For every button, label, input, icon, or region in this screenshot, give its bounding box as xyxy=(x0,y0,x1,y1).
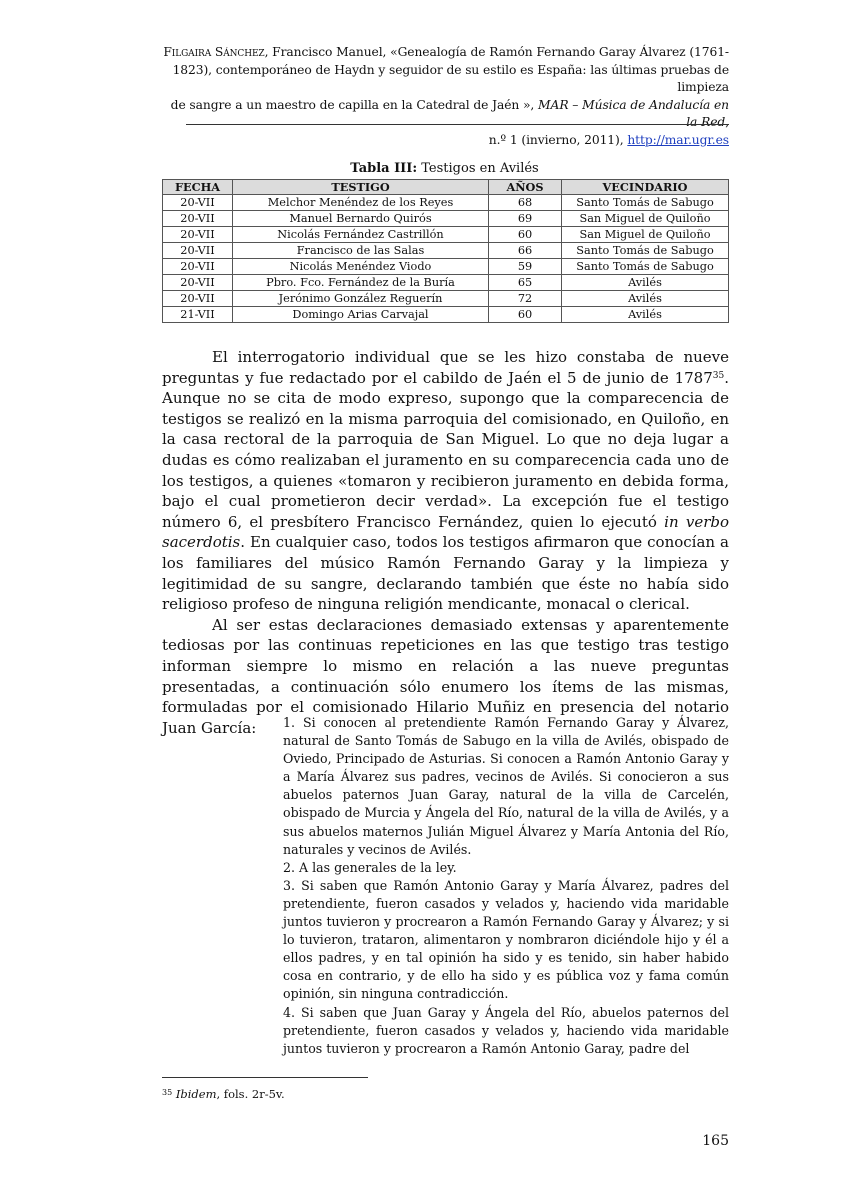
footnote-text: , fols. 2r-5v. xyxy=(216,1087,285,1101)
author-name: Filgaira Sánchez xyxy=(163,45,265,59)
list-item: 1. Si conocen al pretendiente Ramón Fernando Garay y Álvarez, natural de Santo Tomás de Sabugo en la villa de Avilés, obispado de Oviedo, Principado de Asturias. Si conocen a Ramón Antonio Garay y a María Álvarez sus padres, vecinos de Avilés. Si conocieron a sus abuelos paternos Juan Garay, natural de la villa de Carcelén, obispado de Murcia y Ángela del Río, natural de la villa de Avilés, y a sus abuelos maternos Julián Miguel Álvarez y María Antonia del Río, naturales y vecinos de Avilés. xyxy=(283,715,729,857)
table-row xyxy=(163,243,729,259)
cell-vecindario: Santo Tomás de Sabugo xyxy=(562,243,729,259)
footnote-italic: Ibidem xyxy=(175,1087,217,1101)
cell-testigo: Nicolás Menéndez Viodo xyxy=(233,259,489,275)
cell-fecha: 20-VII xyxy=(163,275,233,291)
cell-fecha: 21-VII xyxy=(163,307,233,323)
cell-testigo: Melchor Menéndez de los Reyes xyxy=(233,195,489,211)
cell-anos: 60 xyxy=(489,307,562,323)
cell-anos: 65 xyxy=(489,275,562,291)
cell-vecindario: San Miguel de Quiloño xyxy=(562,227,729,243)
paragraph-text: El interrogatorio individual que se les hizo constaba de nueve preguntas y fue redactado por el cabildo de Jaén el 5 de junio de 1787 xyxy=(162,348,729,387)
table-row xyxy=(163,195,729,211)
citation-text: , xyxy=(725,115,729,129)
table-caption-text: Testigos en Avilés xyxy=(417,161,539,176)
cell-vecindario: Avilés xyxy=(562,275,729,291)
paragraph xyxy=(162,347,729,615)
table-row xyxy=(163,307,729,323)
cell-fecha: 20-VII xyxy=(163,227,233,243)
page-number: 165 xyxy=(702,1133,729,1149)
journal-link[interactable]: http://mar.ugr.es xyxy=(627,132,729,147)
paragraph: Al ser estas declaraciones demasiado extensas y aparentemente tediosas por las continuas repeticiones en las que testigo tras testigo informan siempre lo mismo en relación a las nueve preguntas presentadas, a continuación sólo enumero los ítems de las mismas, formuladas por el comisionado Hilario Muñiz en presencia del notario Juan García: xyxy=(162,615,729,737)
citation-header xyxy=(160,44,729,149)
cell-vecindario: Avilés xyxy=(562,307,729,323)
col-header-fecha: FECHA xyxy=(163,180,233,195)
cell-anos: 68 xyxy=(489,195,562,211)
witness-table xyxy=(162,179,729,323)
cell-testigo: Pbro. Fco. Fernández de la Buría xyxy=(233,275,489,291)
table-row xyxy=(163,227,729,243)
footnote xyxy=(162,1085,285,1102)
list-item: 4. Si saben que Juan Garay y Ángela del Río, abuelos paternos del pretendiente, fueron casados y velados y, haciendo vida maridable juntos tuvieron y procrearon a Ramón Antonio Garay, padre del xyxy=(283,1004,729,1056)
cell-fecha: 20-VII xyxy=(163,291,233,307)
cell-anos: 69 xyxy=(489,211,562,227)
cell-anos: 60 xyxy=(489,227,562,243)
cell-testigo: Francisco de las Salas xyxy=(233,243,489,259)
cell-fecha: 20-VII xyxy=(163,195,233,211)
body-text xyxy=(162,347,729,738)
journal-title: MAR – Música de Andalucía en la Red xyxy=(538,97,729,129)
cell-anos: 66 xyxy=(489,243,562,259)
citation-line-4 xyxy=(160,132,729,150)
list-item: 3. Si saben que Ramón Antonio Garay y María Álvarez, padres del pretendiente, fueron casados y velados y, haciendo vida maridable juntos tuvieron y procrearon a Ramón Fernando Garay y Álvarez; y si lo tuvieron, trataron, alimentaron y nombraron diciéndole hijo y él a ellos padres, y en tal opinión ha sido y es tenido, sin haber habido cosa en contrario, y de ello ha sido y es pública voz y fama común opinión, sin ninguna contradicción. xyxy=(283,877,729,1002)
paragraph-text: . Aunque no se cita de modo expreso, supongo que la comparecencia de testigos se realizó en la misma parroquia del comisionado, en Quiloño, en la casa rectoral de la parroquia de San Miguel. Lo que no deja lugar a dudas es cómo realizaban el juramento en su comparecencia cada uno de los testigos, a quienes «tomaron y recibieron juramento en debida forma, bajo el cual prometieron decir verdad». La excepción fue el testigo número 6, el presbítero Francisco Fernández, quien lo ejecutó xyxy=(162,368,729,531)
cell-vecindario: Avilés xyxy=(562,291,729,307)
cell-testigo: Manuel Bernardo Quirós xyxy=(233,211,489,227)
cell-testigo: Jerónimo González Reguerín xyxy=(233,291,489,307)
citation-text: n.º 1 (invierno, 2011), xyxy=(488,132,628,147)
cell-anos: 72 xyxy=(489,291,562,307)
citation-line-3 xyxy=(160,97,729,132)
cell-anos: 59 xyxy=(489,259,562,275)
table-row xyxy=(163,259,729,275)
cell-vecindario: Santo Tomás de Sabugo xyxy=(562,259,729,275)
col-header-testigo: TESTIGO xyxy=(233,180,489,195)
list-item: 2. A las generales de la ley. xyxy=(283,859,457,875)
latin-phrase: in verbo sacerdotis xyxy=(162,512,729,552)
table-row xyxy=(163,291,729,307)
header-rule xyxy=(186,124,729,125)
footnote-rule xyxy=(162,1077,368,1078)
citation-text: de sangre a un maestro de capilla en la Catedral de Jaén », xyxy=(170,97,539,112)
block-quote xyxy=(283,714,729,1058)
col-header-anos: AÑOS xyxy=(489,180,562,195)
paragraph-text: . En cualquier caso, todos los testigos afirmaron que conocían a los familiares del músico Ramón Fernando Garay y la limpieza y legitimidad de su sangre, declarando también que éste no había sido religioso profeso de ninguna religión mendicante, monacal o clerical. xyxy=(162,533,729,614)
footnote-ref[interactable]: 35 xyxy=(712,370,725,381)
cell-testigo: Nicolás Fernández Castrillón xyxy=(233,227,489,243)
cell-vecindario: Santo Tomás de Sabugo xyxy=(562,195,729,211)
citation-text: , Francisco Manuel, «Genealogía de Ramón Fernando Garay Álvarez (1761- xyxy=(264,45,729,59)
table-header-row xyxy=(163,180,729,195)
citation-line-1 xyxy=(160,44,729,62)
cell-fecha: 20-VII xyxy=(163,211,233,227)
table-caption xyxy=(160,161,729,177)
table-row xyxy=(163,211,729,227)
col-header-vecindario: VECINDARIO xyxy=(562,180,729,195)
cell-vecindario: San Miguel de Quiloño xyxy=(562,211,729,227)
cell-testigo: Domingo Arias Carvajal xyxy=(233,307,489,323)
cell-fecha: 20-VII xyxy=(163,243,233,259)
citation-line-2: 1823), contemporáneo de Haydn y seguidor de su estilo es España: las últimas pruebas de limpieza xyxy=(172,62,729,94)
cell-fecha: 20-VII xyxy=(163,259,233,275)
table-caption-label: Tabla III: xyxy=(350,161,418,176)
footnote-number: 35 xyxy=(162,1088,173,1097)
table-row xyxy=(163,275,729,291)
